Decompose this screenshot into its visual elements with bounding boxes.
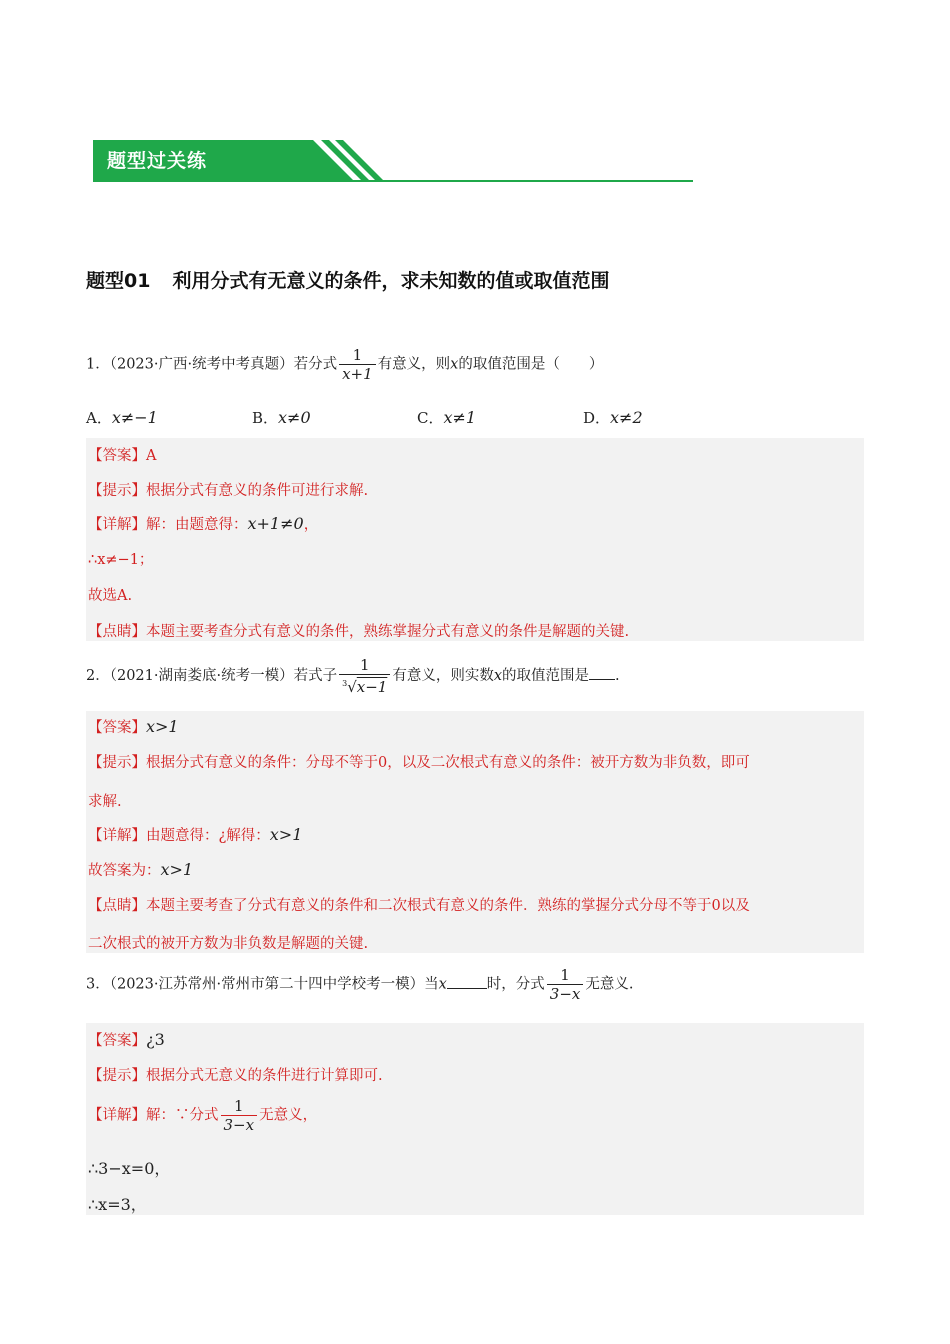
- detail-label: 【详解】由题意得：¿解得：: [88, 828, 270, 844]
- section-title: 利用分式有无意义的条件，求未知数的值或取值范围: [172, 270, 610, 292]
- q2-var: x: [493, 668, 503, 684]
- answer-label: 【答案】: [88, 1033, 146, 1049]
- q3-step-2: ∴x=3，: [88, 1195, 147, 1214]
- q1-stem-3: 的取值范围是（ ）: [458, 356, 604, 373]
- q2-radicand: x−1: [356, 678, 388, 696]
- q1-option-a[interactable]: [86, 407, 158, 428]
- question-3: [86, 966, 633, 1003]
- q1-hint: 【提示】根据分式有意义的条件可进行求解.: [88, 483, 369, 499]
- q1-step-2: 故选A.: [88, 588, 133, 604]
- final-label: 故答案为：: [88, 863, 161, 879]
- q3-frac-den: 3−x: [547, 984, 584, 1003]
- q3-hint: 【提示】根据分式无意义的条件进行计算即可.: [88, 1068, 383, 1084]
- question-1: [86, 346, 603, 383]
- q1-fraction: [339, 346, 376, 383]
- q2-end: .: [615, 668, 620, 684]
- option-value: x≠1: [443, 408, 477, 427]
- q2-stem-3: 的取值范围是: [502, 668, 590, 684]
- option-label: C．: [417, 409, 444, 427]
- q3-solution-box: [86, 1023, 864, 1215]
- q1-option-b[interactable]: [252, 407, 311, 428]
- frac-den: 3−x: [221, 1115, 258, 1134]
- q2-root-index: 3: [342, 679, 348, 688]
- section-heading: [86, 266, 609, 293]
- q1-frac-den: x+1: [339, 364, 376, 383]
- q2-frac-num: 1: [359, 656, 370, 674]
- q2-point-1: 【点睛】本题主要考查了分式有意义的条件和二次根式有意义的条件．熟练的掌握分式分母不等于0以及: [88, 898, 750, 914]
- q2-answer: [88, 716, 179, 737]
- frac-num: 1: [234, 1097, 244, 1115]
- option-label: B．: [252, 409, 279, 427]
- q3-blank[interactable]: [447, 988, 487, 989]
- q2-hint-1: 【提示】根据分式有意义的条件：分母不等于0，以及二次根式有意义的条件：被开方数为非负数，即可: [88, 755, 750, 771]
- q1-option-d[interactable]: [583, 407, 643, 428]
- q3-detail: [88, 1097, 317, 1134]
- q1-var: x: [450, 356, 459, 373]
- final-math: x>1: [160, 860, 194, 879]
- q2-solution-box: [86, 711, 864, 953]
- q2-point-2: 二次根式的被开方数为非负数是解题的关键.: [88, 936, 369, 952]
- detail-math: x+1≠0: [247, 514, 304, 533]
- q3-fraction: [547, 966, 584, 1003]
- q2-detail: [88, 824, 302, 845]
- q3-stem: 3．（2023·江苏常州·常州市第二十四中学校考一模）当: [86, 976, 439, 993]
- q3-step-1: ∴3−x=0，: [88, 1159, 171, 1178]
- q2-frac-den: $^3$√x−1: [339, 674, 390, 696]
- q2-hint-2: 求解.: [88, 794, 122, 810]
- q1-option-c[interactable]: [417, 407, 476, 428]
- detail-tail: ，: [303, 517, 319, 533]
- q3-detail-fraction: [221, 1097, 258, 1134]
- q2-stem: 2．（2021·湖南娄底·统考一模）若式子: [86, 668, 338, 684]
- q2-blank[interactable]: [589, 679, 615, 680]
- option-value: x≠−1: [111, 408, 158, 427]
- answer-math: ¿3: [146, 1030, 165, 1049]
- q1-detail: [88, 513, 318, 534]
- banner-title: 题型过关练: [107, 150, 208, 172]
- answer-label: 【答案】: [88, 720, 146, 736]
- q3-stem-3: 无意义.: [585, 976, 634, 993]
- q1-answer: 【答案】A: [88, 448, 157, 464]
- q2-fraction: [339, 656, 390, 696]
- q3-answer: [88, 1029, 165, 1050]
- detail-tail: 无意义，: [259, 1107, 318, 1124]
- q3-frac-num: 1: [560, 966, 570, 984]
- option-label: A．: [86, 409, 112, 427]
- q1-stem: 1．（2023·广西·统考中考真题）若分式: [86, 356, 338, 373]
- detail-label: 【详解】解：∵分式: [88, 1107, 219, 1124]
- q1-solution-box: [86, 438, 864, 641]
- option-value: x≠2: [610, 408, 643, 427]
- q3-stem-2: 时，分式: [486, 976, 545, 993]
- detail-math: x>1: [269, 825, 303, 844]
- q2-stem-2: 有意义，则实数: [392, 668, 494, 684]
- q1-stem-2: 有意义，则: [377, 356, 451, 373]
- answer-math: x>1: [146, 717, 179, 736]
- q1-point: 【点睛】本题主要考查分式有意义的条件，熟练掌握分式有意义的条件是解题的关键.: [88, 624, 630, 640]
- question-2: [86, 656, 620, 696]
- q1-frac-num: 1: [352, 346, 363, 364]
- q2-final: [88, 859, 193, 880]
- section-banner: [93, 140, 693, 182]
- option-label: D．: [583, 409, 611, 427]
- option-value: x≠0: [278, 408, 311, 427]
- section-number: 题型01: [86, 270, 151, 292]
- q3-var: x: [438, 976, 447, 993]
- banner-stripes-icon: [263, 140, 383, 180]
- banner-underline: [93, 180, 693, 182]
- detail-label: 【详解】解：由题意得：: [88, 517, 248, 533]
- q1-step-1: ∴x≠−1；: [88, 552, 154, 568]
